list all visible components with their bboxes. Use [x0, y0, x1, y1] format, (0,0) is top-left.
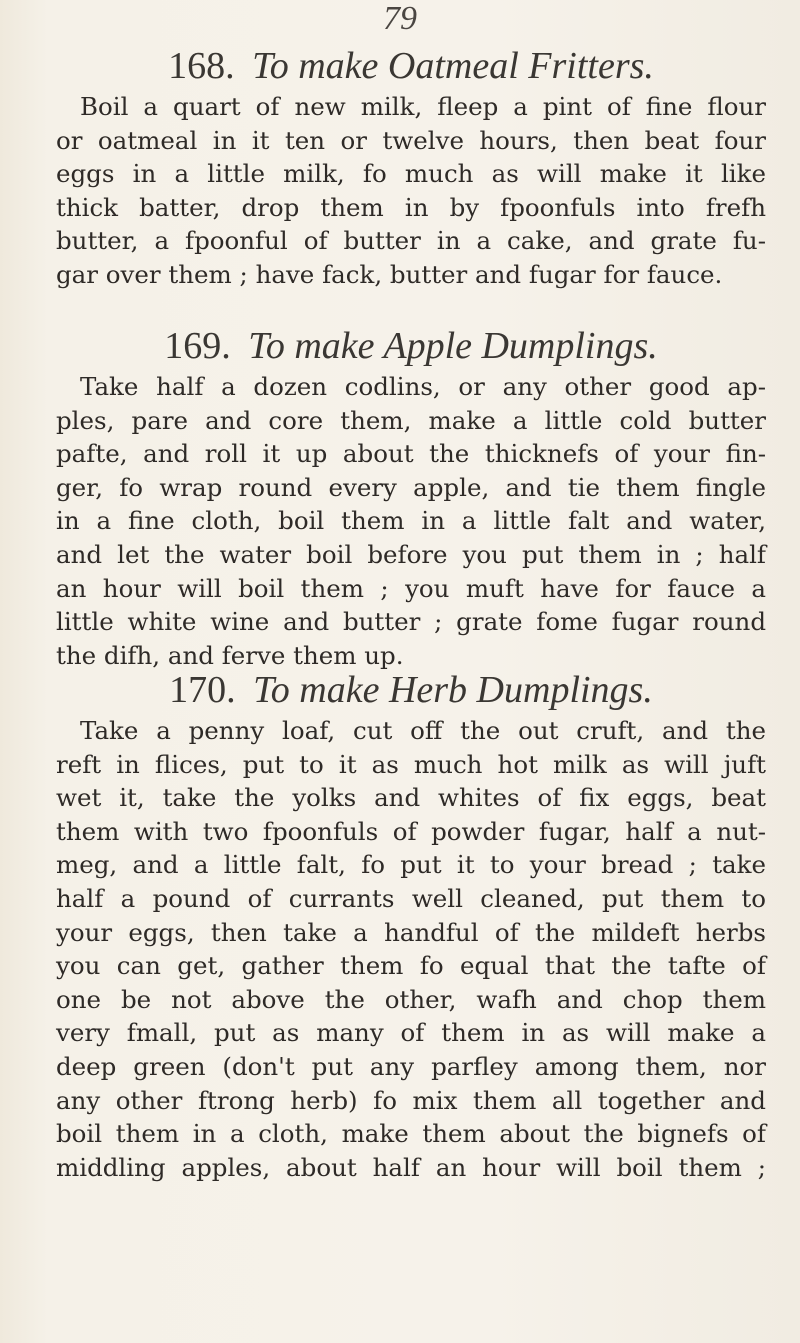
text-line: an hour will boil them ; you muft have for fauce a: [56, 573, 766, 603]
text-line: meg, and a little falt, fo put it to your bread ; take: [56, 850, 766, 880]
text-line: your eggs, then take a handful of the mildeft herbs: [56, 917, 766, 947]
recipe-title: To make Herb Dumplings.: [253, 669, 653, 711]
recipe-169: [56, 322, 766, 672]
recipe-title: To make Apple Dumplings.: [248, 325, 658, 367]
text-line: butter, a fpoonful of butter in a cake, and grate fu-: [56, 226, 766, 256]
text-line: half a pound of currants well cleaned, put them to: [56, 883, 766, 913]
text-line: boil them in a cloth, make them about the bignefs of: [56, 1119, 766, 1149]
recipe-number: 168.: [168, 45, 235, 87]
recipe-168: [56, 42, 766, 292]
text-line: Boil a quart of new milk, fleep a pint of fine flour: [80, 92, 766, 121]
text-line: Take half a dozen codlins, or any other good ap-: [80, 372, 766, 401]
recipe-number: 170.: [169, 669, 236, 711]
text-line: middling apples, about half an hour will boil them ;: [56, 1152, 766, 1182]
recipe-heading: [56, 42, 766, 90]
recipe-body: [56, 90, 766, 292]
text-line: thick batter, drop them in by fpoonfuls into frefh: [56, 192, 766, 222]
text-line: eggs in a little milk, fo much as will make it like: [56, 159, 766, 189]
text-line: them with two fpoonfuls of powder fugar, half a nut-: [56, 816, 766, 846]
text-line: very fmall, put as many of them in as will make a: [56, 1018, 766, 1048]
text-line: ger, fo wrap round every apple, and tie them fingle: [56, 472, 766, 502]
recipe-heading: [56, 322, 766, 370]
recipe-body: [56, 370, 766, 672]
recipe-title: To make Oatmeal Fritters.: [252, 45, 654, 87]
text-line: ples, pare and core them, make a little cold butter: [56, 405, 766, 435]
text-line: you can get, gather them fo equal that the tafte of: [56, 951, 766, 981]
text-line: deep green (don't put any parfley among them, nor: [56, 1051, 766, 1081]
text-line: wet it, take the yolks and whites of fix eggs, beat: [56, 783, 766, 813]
text-line: one be not above the other, wafh and chop them: [56, 984, 766, 1014]
recipe-body: [56, 714, 766, 1184]
text-line: Take a penny loaf, cut off the out cruft, and the: [80, 716, 766, 745]
text-line: gar over them ; have fack, butter and fugar for fauce.: [56, 259, 723, 289]
text-line: and let the water boil before you put them in ; half: [56, 539, 766, 569]
text-line: or oatmeal in it ten or twelve hours, then beat four: [56, 125, 766, 155]
text-line: in a fine cloth, boil them in a little falt and water,: [56, 506, 766, 536]
page-number: 79: [383, 0, 417, 37]
text-line: any other ftrong herb) fo mix them all together and: [56, 1085, 766, 1115]
text-line: the difh, and ferve them up.: [56, 640, 404, 670]
recipe-170: [56, 666, 766, 1184]
text-line: reft in flices, put to it as much hot milk as will juft: [56, 749, 766, 779]
text-line: little white wine and butter ; grate fome fugar round: [56, 607, 766, 637]
recipe-number: 169.: [164, 325, 231, 367]
text-line: pafte, and roll it up about the thicknefs of your fin-: [56, 439, 766, 469]
recipe-heading: [56, 666, 766, 714]
